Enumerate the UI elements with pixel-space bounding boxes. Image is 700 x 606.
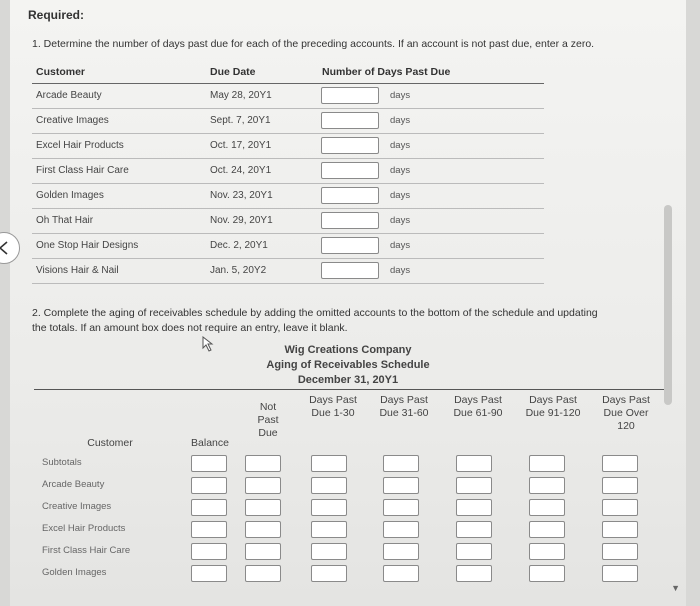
days-unit-label: days (390, 265, 411, 276)
amount-input-balance[interactable] (191, 543, 227, 560)
days-past-due-input[interactable] (321, 162, 379, 179)
customer-name: First Class Hair Care (36, 165, 129, 176)
due-date: Nov. 23, 20Y1 (210, 190, 273, 201)
amount-input-balance[interactable] (191, 455, 227, 472)
days-past-due-input[interactable] (321, 187, 379, 204)
col-customer-header: Customer (87, 437, 133, 449)
amount-input-91-120[interactable] (529, 521, 565, 538)
schedule-row-label: Arcade Beauty (42, 479, 105, 490)
days-past-due-header: Number of Days Past Due (322, 66, 451, 78)
col-balance-header: Balance (191, 437, 229, 449)
amount-input-91-120[interactable] (529, 499, 565, 516)
schedule-row-label: Golden Images (42, 567, 107, 578)
customer-name: Excel Hair Products (36, 140, 124, 151)
amount-input-91-120[interactable] (529, 543, 565, 560)
days-unit-label: days (390, 140, 411, 151)
amount-input-not-past-due[interactable] (245, 565, 281, 582)
col-over-120-header: Days Past Due Over 120 (602, 394, 650, 432)
amount-input-over-120[interactable] (602, 565, 638, 582)
row-divider (32, 283, 544, 284)
row-divider (32, 133, 544, 134)
due-date: Oct. 17, 20Y1 (210, 140, 272, 151)
days-unit-label: days (390, 240, 411, 251)
amount-input-balance[interactable] (191, 565, 227, 582)
row-divider (32, 158, 544, 159)
amount-input-1-30[interactable] (311, 543, 347, 560)
schedule-title: Aging of Receivables Schedule (266, 359, 430, 371)
col-31-60-header: Days Past Due 31-60 (379, 394, 429, 419)
scroll-down-icon[interactable]: ▼ (671, 583, 680, 593)
schedule-row-label: Excel Hair Products (42, 523, 126, 534)
vertical-scrollbar[interactable] (664, 205, 672, 405)
days-past-due-input[interactable] (321, 237, 379, 254)
amount-input-not-past-due[interactable] (245, 455, 281, 472)
header-rule (32, 83, 544, 84)
customer-name: One Stop Hair Designs (36, 240, 139, 251)
amount-input-not-past-due[interactable] (245, 543, 281, 560)
col-not-past-due-header: Not Past Due (257, 401, 279, 439)
part1-instruction: 1. Determine the number of days past due for each of the preceding accounts. If an account is not past due, enter a zero. (32, 38, 595, 50)
amount-input-61-90[interactable] (456, 565, 492, 582)
amount-input-91-120[interactable] (529, 565, 565, 582)
amount-input-61-90[interactable] (456, 455, 492, 472)
due-date: May 28, 20Y1 (210, 90, 272, 101)
days-past-due-input[interactable] (321, 262, 379, 279)
amount-input-not-past-due[interactable] (245, 499, 281, 516)
amount-input-31-60[interactable] (383, 477, 419, 494)
schedule-date: December 31, 20Y1 (297, 374, 399, 386)
days-past-due-input[interactable] (321, 137, 379, 154)
row-divider (32, 108, 544, 109)
required-label: Required: (28, 8, 85, 22)
amount-input-61-90[interactable] (456, 521, 492, 538)
amount-input-over-120[interactable] (602, 455, 638, 472)
amount-input-31-60[interactable] (383, 499, 419, 516)
amount-input-1-30[interactable] (311, 477, 347, 494)
amount-input-1-30[interactable] (311, 455, 347, 472)
due-date: Dec. 2, 20Y1 (210, 240, 268, 251)
due-date: Sept. 7, 20Y1 (210, 115, 271, 126)
customer-name: Visions Hair & Nail (36, 265, 119, 276)
schedule-row-label: Subtotals (42, 457, 82, 468)
amount-input-not-past-due[interactable] (245, 521, 281, 538)
row-divider (32, 183, 544, 184)
days-unit-label: days (390, 190, 411, 201)
amount-input-31-60[interactable] (383, 455, 419, 472)
customer-name: Arcade Beauty (36, 90, 102, 101)
days-past-due-input[interactable] (321, 112, 379, 129)
days-unit-label: days (390, 115, 411, 126)
part2-instruction-line2: the totals. If an amount box does not require an entry, leave it blank. (32, 322, 348, 334)
days-past-due-input[interactable] (321, 87, 379, 104)
amount-input-over-120[interactable] (602, 521, 638, 538)
amount-input-over-120[interactable] (602, 499, 638, 516)
amount-input-balance[interactable] (191, 477, 227, 494)
row-divider (32, 208, 544, 209)
schedule-row-label: First Class Hair Care (42, 545, 131, 556)
amount-input-31-60[interactable] (383, 521, 419, 538)
amount-input-61-90[interactable] (456, 499, 492, 516)
col-91-120-header: Days Past Due 91-120 (525, 394, 581, 419)
col-1-30-header: Days Past Due 1-30 (309, 394, 357, 419)
part2-instruction-line1: 2. Complete the aging of receivables schedule by adding the omitted accounts to the bottom of the schedule and updating (32, 307, 598, 319)
amount-input-1-30[interactable] (311, 521, 347, 538)
amount-input-not-past-due[interactable] (245, 477, 281, 494)
days-unit-label: days (390, 215, 411, 226)
company-name: Wig Creations Company (284, 344, 412, 356)
homework-page (10, 0, 686, 606)
days-past-due-input[interactable] (321, 212, 379, 229)
amount-input-over-120[interactable] (602, 543, 638, 560)
amount-input-61-90[interactable] (456, 477, 492, 494)
amount-input-91-120[interactable] (529, 455, 565, 472)
amount-input-1-30[interactable] (311, 499, 347, 516)
amount-input-over-120[interactable] (602, 477, 638, 494)
amount-input-91-120[interactable] (529, 477, 565, 494)
amount-input-61-90[interactable] (456, 543, 492, 560)
amount-input-31-60[interactable] (383, 543, 419, 560)
amount-input-1-30[interactable] (311, 565, 347, 582)
chevron-left-icon (0, 241, 11, 255)
customer-header: Customer (36, 66, 86, 78)
due-date: Nov. 29, 20Y1 (210, 215, 273, 226)
days-unit-label: days (390, 90, 411, 101)
customer-name: Creative Images (36, 115, 109, 126)
row-divider (32, 258, 544, 259)
amount-input-balance[interactable] (191, 499, 227, 516)
schedule-rule (34, 389, 672, 390)
customer-name: Oh That Hair (36, 215, 94, 226)
col-61-90-header: Days Past Due 61-90 (453, 394, 503, 419)
due-date-header: Due Date (210, 66, 256, 78)
row-divider (32, 233, 544, 234)
amount-input-31-60[interactable] (383, 565, 419, 582)
amount-input-balance[interactable] (191, 521, 227, 538)
customer-name: Golden Images (36, 190, 104, 201)
due-date: Oct. 24, 20Y1 (210, 165, 272, 176)
schedule-row-label: Creative Images (42, 501, 112, 512)
due-date: Jan. 5, 20Y2 (210, 265, 267, 276)
days-unit-label: days (390, 165, 411, 176)
